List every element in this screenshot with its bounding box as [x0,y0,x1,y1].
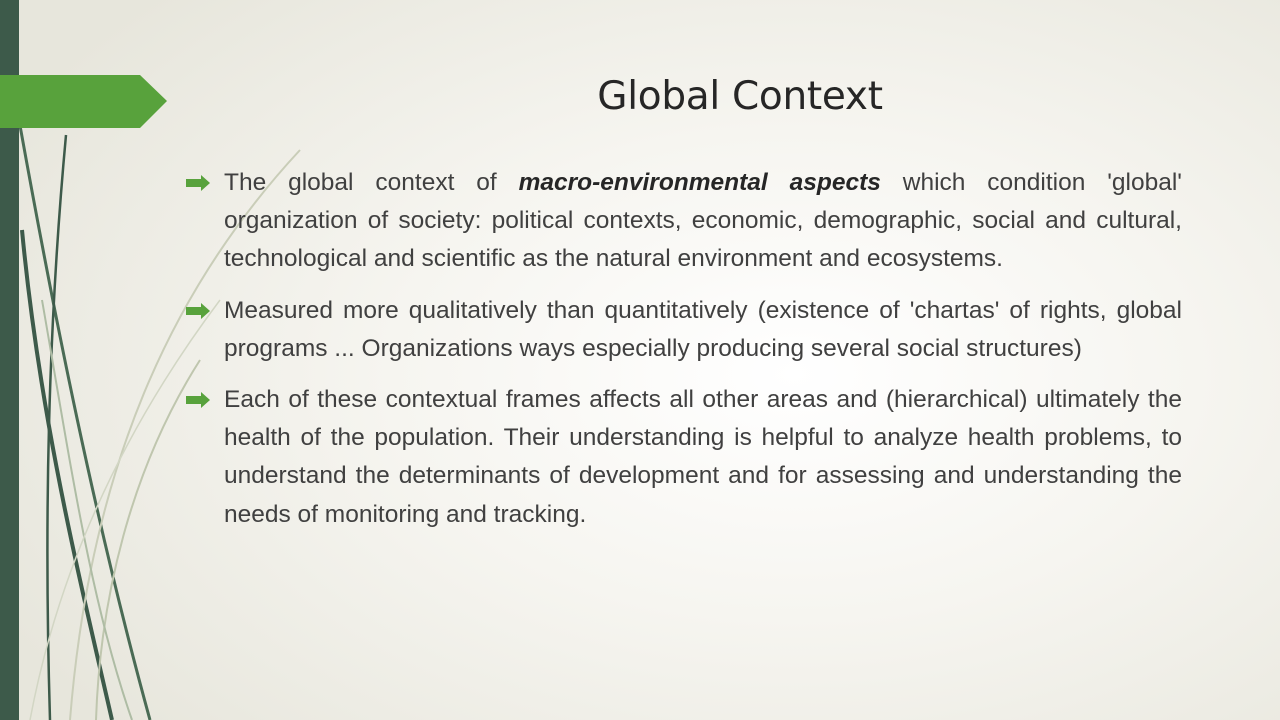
arrow-right-bullet-icon [186,303,212,319]
bullet-text: The global context of [224,169,519,196]
arrow-right-bullet-icon [186,175,212,191]
bullet-item [186,381,1182,534]
bullet-text: which condition 'global' organization of society: political contexts, economic, demographic, social and cultural, technological and scientific as the natural environment and ecosystems. [224,169,1182,273]
bullet-text: Measured more qualitatively than quantitatively (existence of 'chartas' of rights, global programs ... Organizations ways especially producing several social structures) [224,296,1182,362]
bullet-text: Each of these contextual frames affects all other areas and (hierarchical) ultimately the health of the population. Their understanding is helpful to analyze health problems, to understand the determinants of development and for assessing and understanding the needs of monitoring and tracking. [224,386,1182,528]
bullet-list [186,164,1182,547]
bullet-item [186,292,1182,368]
slide-title: Global Context [597,74,883,119]
arrow-right-bullet-icon [186,392,212,408]
bullet-item [186,164,1182,279]
title-arrow-icon [0,0,170,140]
bullet-emphasis: macro-environmental aspects [518,169,881,196]
